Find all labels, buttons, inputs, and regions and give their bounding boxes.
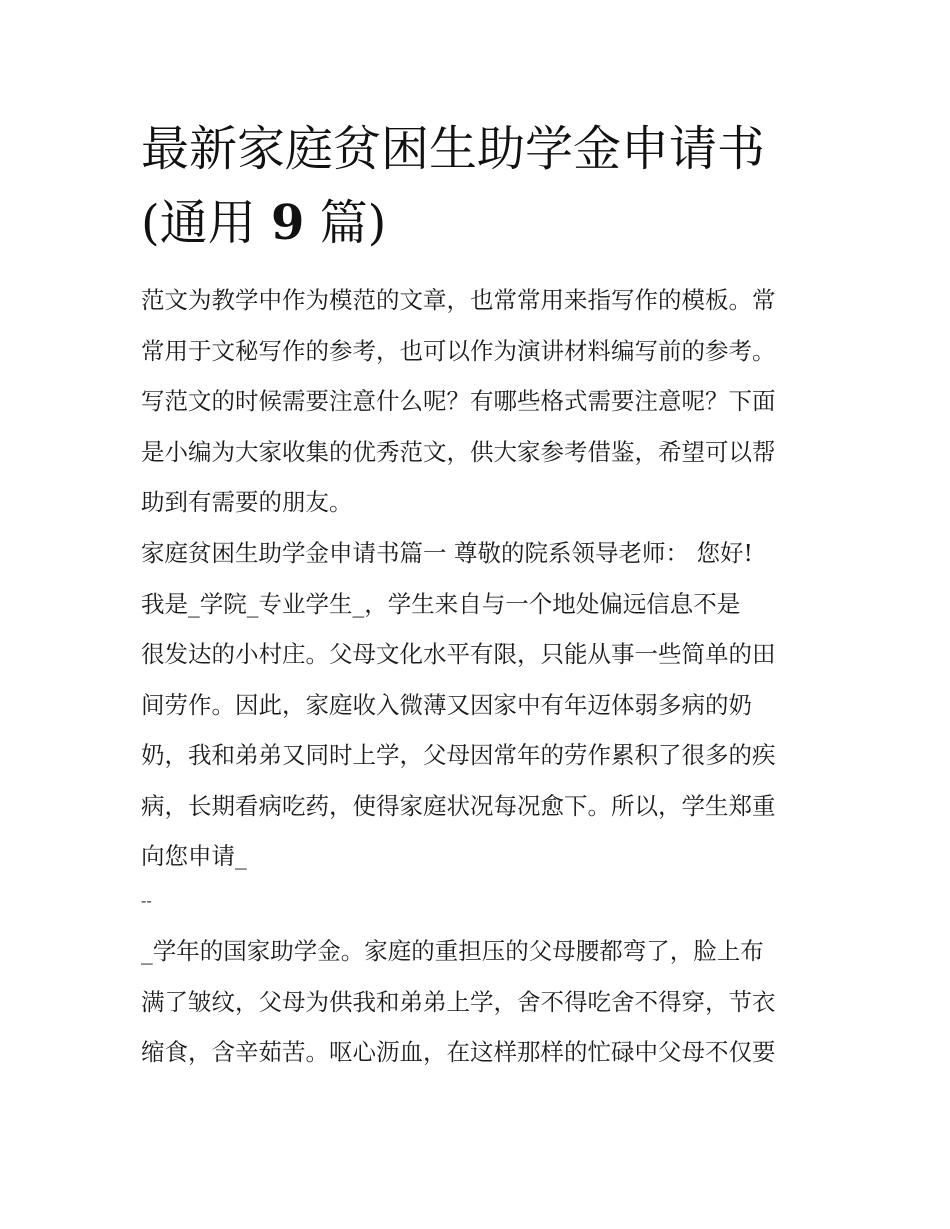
letter-paragraph bbox=[141, 528, 821, 882]
intro-line: 是小编为大家收集的优秀范文，供大家参考借鉴，希望可以帮 bbox=[141, 437, 776, 466]
continued-line: 缩食，含辛茹苦。呕心沥血，在这样那样的忙碌中父母不仅要 bbox=[141, 1038, 776, 1066]
title-suffix: 篇) bbox=[304, 195, 387, 251]
letter-line: 我是_学院_专业学生_，学生来自与一个地处偏远信息不是 bbox=[141, 589, 741, 618]
intro-line: 常用于文秘写作的参考，也可以作为演讲材料编写前的参考。 bbox=[141, 336, 776, 365]
intro-paragraph bbox=[141, 275, 821, 528]
page-separator: -- bbox=[141, 891, 152, 910]
letter-line: 病，长期看病吃药，使得家庭状况每况愈下。所以，学生郑重 bbox=[141, 791, 776, 820]
continued-paragraph bbox=[141, 926, 821, 1078]
intro-line: 助到有需要的朋友。 bbox=[141, 488, 353, 516]
letter-line: 奶，我和弟弟又同时上学，父母因常年的劳作累积了很多的疾 bbox=[141, 741, 776, 769]
title-line-1: 最新家庭贫困生助学金申请书 bbox=[141, 121, 766, 177]
document-title bbox=[141, 112, 821, 260]
continued-line: _学年的国家助学金。家庭的重担压的父母腰都弯了，脸上布 bbox=[141, 937, 764, 965]
intro-line: 写范文的时候需要注意什么呢？有哪些格式需要注意呢？下面 bbox=[141, 387, 776, 415]
intro-line: 范文为教学中作为模范的文章，也常常用来指写作的模板。常 bbox=[141, 286, 776, 314]
letter-line: 间劳作。因此，家庭收入微薄又因家中有年迈体弱多病的奶 bbox=[141, 690, 752, 719]
letter-line: 家庭贫困生助学金申请书篇一 尊敬的院系领导老师： 您好! bbox=[141, 539, 753, 567]
title-number: 9 bbox=[271, 195, 305, 251]
title-prefix: (通用 bbox=[141, 195, 271, 251]
letter-line: 很发达的小村庄。父母文化水平有限，只能从事一些简单的田 bbox=[141, 640, 776, 668]
letter-line: 向您申请_ bbox=[141, 842, 247, 870]
continued-line: 满了皱纹，父母为供我和弟弟上学，舍不得吃舍不得穿，节衣 bbox=[141, 987, 776, 1016]
title-line-2 bbox=[141, 186, 821, 260]
